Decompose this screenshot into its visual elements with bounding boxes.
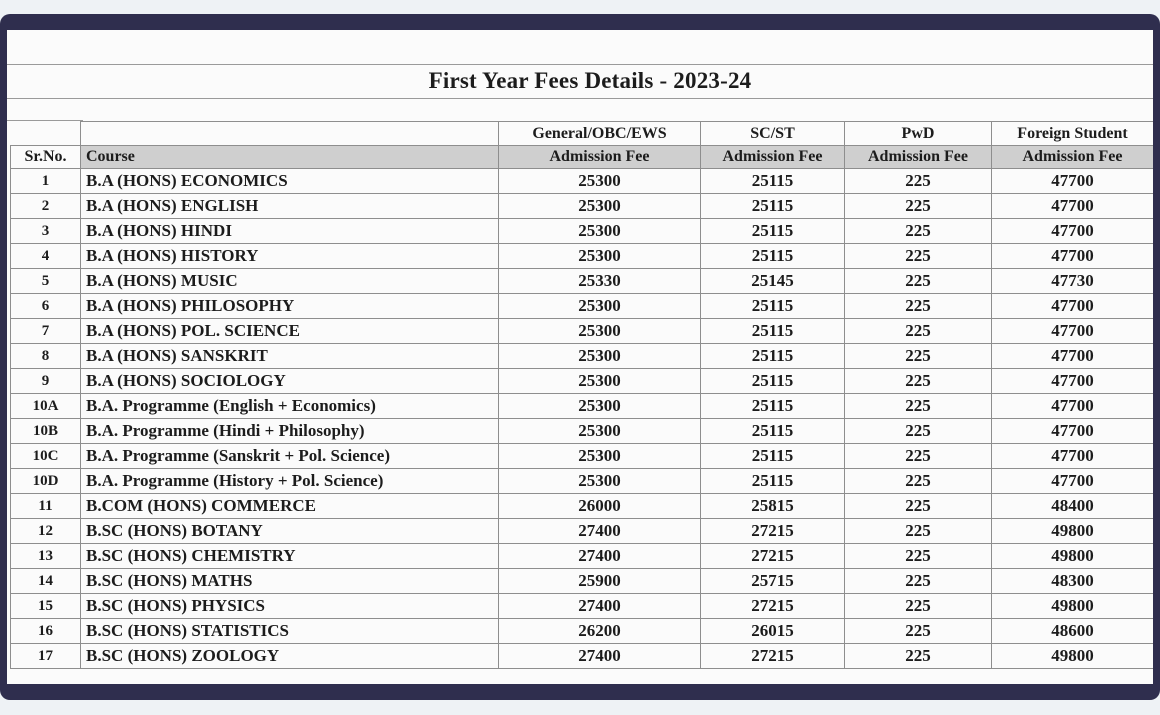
image-frame: [0, 14, 1160, 700]
table-row: [11, 519, 1154, 544]
pwd-fee-cell: 225: [845, 444, 992, 469]
general-fee-cell: 25300: [499, 244, 701, 269]
table-row: [11, 494, 1154, 519]
scst-fee-cell: 25115: [701, 469, 845, 494]
course-cell: B.A (HONS) SOCIOLOGY: [81, 369, 499, 394]
header-group-row: [11, 122, 1154, 146]
table-row: [11, 644, 1154, 669]
course-cell: B.A (HONS) ECONOMICS: [81, 169, 499, 194]
general-fee-cell: 25300: [499, 169, 701, 194]
scst-fee-cell: 27215: [701, 519, 845, 544]
sr-no-cell: 4: [11, 244, 81, 269]
general-fee-cell: 25330: [499, 269, 701, 294]
sr-no-cell: 8: [11, 344, 81, 369]
header-group-pwd: PwD: [845, 122, 992, 146]
pwd-fee-cell: 225: [845, 319, 992, 344]
course-cell: B.A. Programme (Hindi + Philosophy): [81, 419, 499, 444]
header-admission-fee: Admission Fee: [701, 146, 845, 169]
course-cell: B.COM (HONS) COMMERCE: [81, 494, 499, 519]
course-cell: B.A (HONS) POL. SCIENCE: [81, 319, 499, 344]
table-row: [11, 544, 1154, 569]
scst-fee-cell: 25115: [701, 344, 845, 369]
general-fee-cell: 25300: [499, 419, 701, 444]
scst-fee-cell: 25115: [701, 419, 845, 444]
course-cell: B.SC (HONS) PHYSICS: [81, 594, 499, 619]
table-row: [11, 394, 1154, 419]
course-cell: B.A (HONS) PHILOSOPHY: [81, 294, 499, 319]
foreign-fee-cell: 47700: [992, 419, 1154, 444]
foreign-fee-cell: 47700: [992, 294, 1154, 319]
sr-no-cell: 6: [11, 294, 81, 319]
general-fee-cell: 25300: [499, 319, 701, 344]
foreign-fee-cell: 49800: [992, 519, 1154, 544]
course-cell: B.SC (HONS) ZOOLOGY: [81, 644, 499, 669]
course-cell: B.A. Programme (History + Pol. Science): [81, 469, 499, 494]
header-group-cell: [11, 122, 81, 146]
pwd-fee-cell: 225: [845, 269, 992, 294]
header-sr-no: Sr.No.: [11, 146, 81, 169]
table-row: [11, 419, 1154, 444]
foreign-fee-cell: 47700: [992, 244, 1154, 269]
sr-no-cell: 13: [11, 544, 81, 569]
sr-no-cell: 14: [11, 569, 81, 594]
foreign-fee-cell: 47700: [992, 369, 1154, 394]
scst-fee-cell: 25145: [701, 269, 845, 294]
table-row: [11, 469, 1154, 494]
header-admission-fee: Admission Fee: [992, 146, 1154, 169]
pwd-fee-cell: 225: [845, 419, 992, 444]
sr-no-cell: 7: [11, 319, 81, 344]
pwd-fee-cell: 225: [845, 519, 992, 544]
course-cell: B.A (HONS) HISTORY: [81, 244, 499, 269]
general-fee-cell: 27400: [499, 644, 701, 669]
scst-fee-cell: 25115: [701, 244, 845, 269]
scst-fee-cell: 27215: [701, 644, 845, 669]
general-fee-cell: 26000: [499, 494, 701, 519]
general-fee-cell: 27400: [499, 594, 701, 619]
sr-no-cell: 5: [11, 269, 81, 294]
pwd-fee-cell: 225: [845, 469, 992, 494]
table-row: [11, 244, 1154, 269]
course-cell: B.A (HONS) MUSIC: [81, 269, 499, 294]
header-column-row: [11, 146, 1154, 169]
course-cell: B.SC (HONS) BOTANY: [81, 519, 499, 544]
pwd-fee-cell: 225: [845, 369, 992, 394]
pwd-fee-cell: 225: [845, 644, 992, 669]
table-row: [11, 194, 1154, 219]
general-fee-cell: 25300: [499, 469, 701, 494]
pwd-fee-cell: 225: [845, 169, 992, 194]
pwd-fee-cell: 225: [845, 394, 992, 419]
scst-fee-cell: 25115: [701, 444, 845, 469]
general-fee-cell: 25300: [499, 294, 701, 319]
table-row: [11, 169, 1154, 194]
general-fee-cell: 25300: [499, 219, 701, 244]
foreign-fee-cell: 49800: [992, 644, 1154, 669]
header-course: Course: [81, 146, 499, 169]
general-fee-cell: 25900: [499, 569, 701, 594]
header-admission-fee: Admission Fee: [845, 146, 992, 169]
foreign-fee-cell: 48600: [992, 619, 1154, 644]
table-row: [11, 619, 1154, 644]
header-group-cell: [81, 122, 499, 146]
foreign-fee-cell: 48300: [992, 569, 1154, 594]
scst-fee-cell: 25115: [701, 319, 845, 344]
sr-no-cell: 10C: [11, 444, 81, 469]
foreign-fee-cell: 49800: [992, 594, 1154, 619]
sr-no-cell: 16: [11, 619, 81, 644]
title-top-rule: [7, 64, 1153, 65]
scst-fee-cell: 26015: [701, 619, 845, 644]
scst-fee-cell: 25115: [701, 219, 845, 244]
scst-fee-cell: 25115: [701, 169, 845, 194]
table-row: [11, 269, 1154, 294]
course-cell: B.SC (HONS) MATHS: [81, 569, 499, 594]
sr-no-cell: 10A: [11, 394, 81, 419]
general-fee-cell: 25300: [499, 369, 701, 394]
sr-no-cell: 10D: [11, 469, 81, 494]
table-row: [11, 344, 1154, 369]
pwd-fee-cell: 225: [845, 219, 992, 244]
header-group-general: General/OBC/EWS: [499, 122, 701, 146]
general-fee-cell: 25300: [499, 444, 701, 469]
table-row: [11, 294, 1154, 319]
general-fee-cell: 27400: [499, 519, 701, 544]
sr-no-cell: 12: [11, 519, 81, 544]
header-group-scst: SC/ST: [701, 122, 845, 146]
foreign-fee-cell: 47700: [992, 344, 1154, 369]
sr-no-cell: 11: [11, 494, 81, 519]
pwd-fee-cell: 225: [845, 569, 992, 594]
header-group-foreign: Foreign Student: [992, 122, 1154, 146]
general-fee-cell: 27400: [499, 544, 701, 569]
sr-no-cell: 15: [11, 594, 81, 619]
header-admission-fee: Admission Fee: [499, 146, 701, 169]
scst-fee-cell: 25715: [701, 569, 845, 594]
foreign-fee-cell: 47700: [992, 194, 1154, 219]
foreign-fee-cell: 47700: [992, 169, 1154, 194]
pwd-fee-cell: 225: [845, 294, 992, 319]
scst-fee-cell: 25815: [701, 494, 845, 519]
sr-no-cell: 17: [11, 644, 81, 669]
foreign-fee-cell: 47730: [992, 269, 1154, 294]
pwd-fee-cell: 225: [845, 244, 992, 269]
title-bottom-rule: [7, 98, 1153, 99]
table-row: [11, 569, 1154, 594]
course-cell: B.A. Programme (English + Economics): [81, 394, 499, 419]
scst-fee-cell: 25115: [701, 294, 845, 319]
pwd-fee-cell: 225: [845, 544, 992, 569]
scst-fee-cell: 27215: [701, 594, 845, 619]
general-fee-cell: 25300: [499, 194, 701, 219]
course-cell: B.A (HONS) SANSKRIT: [81, 344, 499, 369]
course-cell: B.A (HONS) ENGLISH: [81, 194, 499, 219]
pwd-fee-cell: 225: [845, 619, 992, 644]
general-fee-cell: 25300: [499, 394, 701, 419]
foreign-fee-cell: 48400: [992, 494, 1154, 519]
course-cell: B.SC (HONS) STATISTICS: [81, 619, 499, 644]
course-cell: B.SC (HONS) CHEMISTRY: [81, 544, 499, 569]
foreign-fee-cell: 49800: [992, 544, 1154, 569]
course-cell: B.A (HONS) HINDI: [81, 219, 499, 244]
course-cell: B.A. Programme (Sanskrit + Pol. Science): [81, 444, 499, 469]
scst-fee-cell: 25115: [701, 369, 845, 394]
scst-fee-cell: 25115: [701, 194, 845, 219]
foreign-fee-cell: 47700: [992, 219, 1154, 244]
pwd-fee-cell: 225: [845, 594, 992, 619]
sr-no-cell: 9: [11, 369, 81, 394]
scst-fee-cell: 27215: [701, 544, 845, 569]
scst-fee-cell: 25115: [701, 394, 845, 419]
foreign-fee-cell: 47700: [992, 444, 1154, 469]
sr-no-cell: 1: [11, 169, 81, 194]
sr-no-cell: 10B: [11, 419, 81, 444]
fees-table: [10, 121, 1153, 669]
table-row: [11, 594, 1154, 619]
foreign-fee-cell: 47700: [992, 394, 1154, 419]
foreign-fee-cell: 47700: [992, 319, 1154, 344]
pwd-fee-cell: 225: [845, 344, 992, 369]
table-row: [11, 219, 1154, 244]
table-row: [11, 319, 1154, 344]
general-fee-cell: 25300: [499, 344, 701, 369]
bottom-strip: [0, 700, 1160, 715]
foreign-fee-cell: 47700: [992, 469, 1154, 494]
sr-no-cell: 3: [11, 219, 81, 244]
table-row: [11, 369, 1154, 394]
general-fee-cell: 26200: [499, 619, 701, 644]
pwd-fee-cell: 225: [845, 494, 992, 519]
table-row: [11, 444, 1154, 469]
pwd-fee-cell: 225: [845, 194, 992, 219]
document-sheet: [7, 30, 1153, 684]
sr-no-cell: 2: [11, 194, 81, 219]
document-title: First Year Fees Details - 2023-24: [428, 68, 752, 93]
